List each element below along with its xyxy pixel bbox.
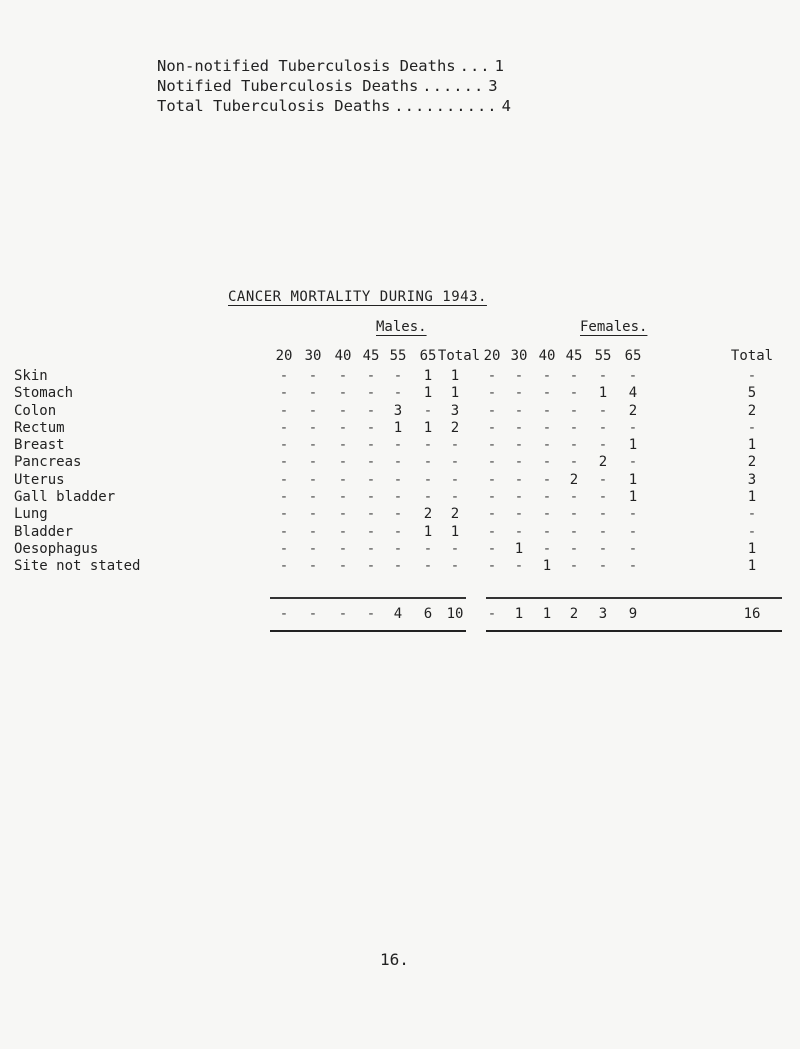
- female-column-header: 40: [538, 348, 556, 364]
- female-total-cell: -: [487, 606, 497, 622]
- female-cell: -: [542, 471, 552, 488]
- male-cell: -: [450, 540, 460, 557]
- male-cell: -: [338, 506, 348, 523]
- male-cell: -: [338, 540, 348, 557]
- male-cell: -: [393, 523, 403, 540]
- female-cell: -: [514, 368, 524, 384]
- cancer-site-label: Lung: [14, 506, 48, 523]
- table-row: [0, 541, 800, 558]
- male-cell: -: [450, 437, 460, 454]
- female-cell: -: [514, 454, 524, 471]
- female-cell: 2: [747, 402, 757, 419]
- table-row: [0, 454, 800, 471]
- male-cell: -: [366, 523, 376, 540]
- female-cell: -: [598, 540, 608, 557]
- male-cell: -: [279, 558, 289, 575]
- male-cell: 1: [450, 385, 460, 402]
- male-cell: -: [279, 523, 289, 540]
- male-cell: -: [366, 385, 376, 402]
- table-row: [0, 472, 800, 489]
- tb-summary-leader: ...: [459, 57, 491, 75]
- male-cell: -: [393, 437, 403, 454]
- female-cell: -: [487, 523, 497, 540]
- male-cell: -: [366, 368, 376, 384]
- male-cell: -: [393, 540, 403, 557]
- male-cell: -: [308, 506, 318, 523]
- female-cell: -: [542, 523, 552, 540]
- female-column-header: 20: [483, 348, 501, 364]
- male-total-rule: [270, 597, 466, 599]
- table-row: [0, 524, 800, 541]
- female-cell: -: [598, 419, 608, 436]
- female-column-header: Total: [730, 348, 774, 364]
- female-total-cell: 1: [542, 606, 552, 622]
- male-cell: -: [338, 454, 348, 471]
- male-cell: -: [366, 419, 376, 436]
- male-cell: -: [338, 402, 348, 419]
- page-title: CANCER MORTALITY DURING 1943.: [228, 289, 487, 305]
- female-cell: -: [598, 523, 608, 540]
- male-cell: -: [423, 454, 433, 471]
- male-column-header: 20: [275, 348, 293, 364]
- male-cell: -: [279, 419, 289, 436]
- male-cell: -: [338, 489, 348, 506]
- female-cell: -: [598, 437, 608, 454]
- female-column-header: 45: [565, 348, 583, 364]
- cancer-site-label: Oesophagus: [14, 540, 99, 557]
- male-cell: -: [393, 368, 403, 384]
- female-cell: 1: [514, 540, 524, 557]
- male-cell: -: [393, 454, 403, 471]
- tb-summary-row: [157, 76, 511, 96]
- female-cell: -: [569, 506, 579, 523]
- male-cell: -: [423, 489, 433, 506]
- male-cell: -: [308, 402, 318, 419]
- table-row: [0, 420, 800, 437]
- female-cell: -: [487, 558, 497, 575]
- male-cell: -: [279, 385, 289, 402]
- female-cell: 2: [569, 471, 579, 488]
- female-cell: -: [747, 368, 757, 384]
- male-cell: -: [393, 385, 403, 402]
- female-cell: -: [514, 385, 524, 402]
- male-cell: -: [279, 437, 289, 454]
- table-row: [0, 437, 800, 454]
- female-cell: 2: [747, 454, 757, 471]
- male-cell: 1: [393, 419, 403, 436]
- male-total-cell: -: [366, 606, 376, 622]
- female-cell: -: [487, 489, 497, 506]
- male-cell: -: [279, 540, 289, 557]
- male-column-header: 65: [419, 348, 437, 364]
- cancer-site-label: Bladder: [14, 523, 74, 540]
- male-cell: 2: [450, 419, 460, 436]
- tb-summary-leader: ......: [422, 77, 485, 95]
- cancer-site-label: Breast: [14, 437, 65, 454]
- male-cell: 3: [393, 402, 403, 419]
- female-cell: 1: [598, 385, 608, 402]
- female-cell: -: [542, 454, 552, 471]
- tb-summary-label: Total Tuberculosis Deaths: [157, 97, 391, 115]
- female-total-cell: 3: [598, 606, 608, 622]
- female-cell: -: [628, 558, 638, 575]
- male-cell: -: [308, 540, 318, 557]
- cancer-site-label: Colon: [14, 402, 57, 419]
- table-row: [0, 403, 800, 420]
- female-cell: 2: [598, 454, 608, 471]
- female-cell: -: [487, 368, 497, 384]
- female-cell: -: [487, 506, 497, 523]
- table-row: [0, 368, 800, 385]
- male-cell: -: [423, 558, 433, 575]
- male-cell: -: [279, 489, 289, 506]
- male-cell: 1: [450, 523, 460, 540]
- female-cell: -: [628, 454, 638, 471]
- female-cell: -: [598, 368, 608, 384]
- male-cell: -: [366, 506, 376, 523]
- female-cell: -: [514, 437, 524, 454]
- male-cell: -: [366, 540, 376, 557]
- female-cell: -: [569, 385, 579, 402]
- male-cell: -: [338, 385, 348, 402]
- male-cell: -: [393, 506, 403, 523]
- females-group-header: Females.: [580, 319, 648, 335]
- cancer-site-label: Uterus: [14, 471, 65, 488]
- male-cell: -: [366, 558, 376, 575]
- male-cell: -: [308, 489, 318, 506]
- female-column-header: 55: [594, 348, 612, 364]
- cancer-site-label: Pancreas: [14, 454, 82, 471]
- male-cell: -: [308, 558, 318, 575]
- female-cell: 4: [628, 385, 638, 402]
- female-total-cell: 1: [514, 606, 524, 622]
- male-cell: -: [279, 506, 289, 523]
- male-column-header: Total: [437, 348, 481, 364]
- male-cell: 1: [423, 368, 433, 384]
- tuberculosis-summary: [157, 56, 511, 116]
- cancer-mortality-table: [0, 368, 800, 576]
- female-cell: -: [487, 471, 497, 488]
- male-cell: -: [423, 471, 433, 488]
- tb-summary-label: Notified Tuberculosis Deaths: [157, 77, 419, 95]
- female-cell: -: [569, 558, 579, 575]
- tb-summary-value: 1: [494, 57, 504, 75]
- female-cell: -: [628, 368, 638, 384]
- female-cell: -: [514, 419, 524, 436]
- female-cell: -: [542, 368, 552, 384]
- male-cell: -: [393, 489, 403, 506]
- female-cell: 1: [628, 489, 638, 506]
- female-cell: -: [598, 489, 608, 506]
- male-cell: 1: [423, 419, 433, 436]
- female-cell: -: [598, 402, 608, 419]
- male-cell: -: [338, 523, 348, 540]
- male-cell: -: [308, 523, 318, 540]
- totals-row: [0, 606, 800, 624]
- male-total-cell: 4: [393, 606, 403, 622]
- cancer-site-label: Rectum: [14, 419, 65, 436]
- male-column-header: 30: [304, 348, 322, 364]
- female-cell: -: [569, 454, 579, 471]
- tb-summary-value: 3: [488, 77, 498, 95]
- male-total-cell: -: [308, 606, 318, 622]
- female-cell: -: [598, 558, 608, 575]
- female-cell: -: [514, 558, 524, 575]
- female-cell: -: [487, 402, 497, 419]
- female-cell: -: [542, 437, 552, 454]
- male-total-cell: -: [338, 606, 348, 622]
- cancer-site-label: Gall bladder: [14, 489, 116, 506]
- male-total-cell: 10: [446, 606, 464, 622]
- female-cell: -: [542, 419, 552, 436]
- female-cell: -: [514, 506, 524, 523]
- female-cell: -: [542, 385, 552, 402]
- male-cell: 2: [450, 506, 460, 523]
- female-cell: 1: [542, 558, 552, 575]
- table-row: [0, 506, 800, 523]
- female-total-cell: 16: [743, 606, 761, 622]
- female-cell: -: [598, 471, 608, 488]
- male-cell: -: [279, 454, 289, 471]
- male-cell: -: [308, 419, 318, 436]
- cancer-site-label: Site not stated: [14, 558, 141, 575]
- female-cell: -: [747, 419, 757, 436]
- male-column-header: 40: [334, 348, 352, 364]
- female-cell: -: [542, 540, 552, 557]
- female-cell: -: [542, 506, 552, 523]
- female-cell: -: [514, 489, 524, 506]
- female-cell: 5: [747, 385, 757, 402]
- female-cell: 1: [628, 471, 638, 488]
- female-cell: -: [514, 402, 524, 419]
- male-column-header: 55: [389, 348, 407, 364]
- tb-summary-leader: ..........: [394, 97, 498, 115]
- female-cell: -: [569, 402, 579, 419]
- male-cell: -: [366, 402, 376, 419]
- tb-summary-row: [157, 96, 511, 116]
- male-cell: -: [338, 437, 348, 454]
- cancer-site-label: Stomach: [14, 385, 74, 402]
- female-total-cell: 9: [628, 606, 638, 622]
- male-cell: -: [366, 454, 376, 471]
- male-cell: 1: [450, 368, 460, 384]
- female-cell: -: [628, 540, 638, 557]
- female-cell: -: [569, 489, 579, 506]
- female-cell: -: [487, 454, 497, 471]
- female-cell: -: [514, 523, 524, 540]
- male-cell: -: [308, 437, 318, 454]
- female-cell: -: [569, 523, 579, 540]
- table-row: [0, 558, 800, 575]
- male-cell: -: [366, 489, 376, 506]
- male-cell: -: [423, 402, 433, 419]
- male-cell: -: [366, 471, 376, 488]
- male-bottom-rule: [270, 630, 466, 632]
- female-cell: 1: [747, 489, 757, 506]
- female-cell: 1: [747, 558, 757, 575]
- female-cell: -: [514, 471, 524, 488]
- male-cell: -: [279, 402, 289, 419]
- female-cell: -: [569, 419, 579, 436]
- female-cell: -: [542, 489, 552, 506]
- female-cell: -: [569, 540, 579, 557]
- male-cell: -: [393, 471, 403, 488]
- female-cell: -: [569, 437, 579, 454]
- female-cell: 3: [747, 471, 757, 488]
- female-cell: -: [487, 540, 497, 557]
- female-column-header: 30: [510, 348, 528, 364]
- male-total-cell: 6: [423, 606, 433, 622]
- male-cell: -: [338, 558, 348, 575]
- male-cell: -: [279, 368, 289, 384]
- male-cell: -: [338, 419, 348, 436]
- male-cell: -: [338, 368, 348, 384]
- male-total-cell: -: [279, 606, 289, 622]
- female-cell: -: [487, 419, 497, 436]
- male-cell: -: [366, 437, 376, 454]
- male-cell: -: [423, 540, 433, 557]
- female-cell: -: [628, 419, 638, 436]
- female-cell: -: [542, 402, 552, 419]
- female-cell: -: [747, 506, 757, 523]
- female-cell: 1: [747, 540, 757, 557]
- male-cell: 1: [423, 385, 433, 402]
- male-cell: 3: [450, 402, 460, 419]
- tb-summary-row: [157, 56, 511, 76]
- table-row: [0, 489, 800, 506]
- female-cell: 2: [628, 402, 638, 419]
- male-cell: -: [308, 454, 318, 471]
- cancer-site-label: Skin: [14, 368, 48, 384]
- female-bottom-rule: [486, 630, 782, 632]
- tb-summary-label: Non-notified Tuberculosis Deaths: [157, 57, 456, 75]
- female-cell: -: [628, 523, 638, 540]
- female-cell: -: [747, 523, 757, 540]
- male-cell: -: [393, 558, 403, 575]
- female-cell: -: [628, 506, 638, 523]
- female-cell: 1: [628, 437, 638, 454]
- female-cell: -: [487, 385, 497, 402]
- tb-summary-value: 4: [501, 97, 511, 115]
- female-cell: -: [569, 368, 579, 384]
- female-column-header: 65: [624, 348, 642, 364]
- female-total-rule: [486, 597, 782, 599]
- male-cell: -: [308, 471, 318, 488]
- males-group-header: Males.: [376, 319, 427, 335]
- male-cell: -: [450, 558, 460, 575]
- table-row: [0, 385, 800, 402]
- female-cell: -: [598, 506, 608, 523]
- female-total-cell: 2: [569, 606, 579, 622]
- female-cell: -: [487, 437, 497, 454]
- female-cell: 1: [747, 437, 757, 454]
- male-cell: -: [450, 489, 460, 506]
- page-number: 16.: [380, 950, 409, 969]
- male-column-header: 45: [362, 348, 380, 364]
- male-cell: -: [308, 385, 318, 402]
- male-cell: -: [423, 437, 433, 454]
- male-cell: -: [450, 454, 460, 471]
- male-cell: -: [308, 368, 318, 384]
- male-cell: 1: [423, 523, 433, 540]
- male-cell: -: [338, 471, 348, 488]
- male-cell: -: [450, 471, 460, 488]
- male-cell: 2: [423, 506, 433, 523]
- male-cell: -: [279, 471, 289, 488]
